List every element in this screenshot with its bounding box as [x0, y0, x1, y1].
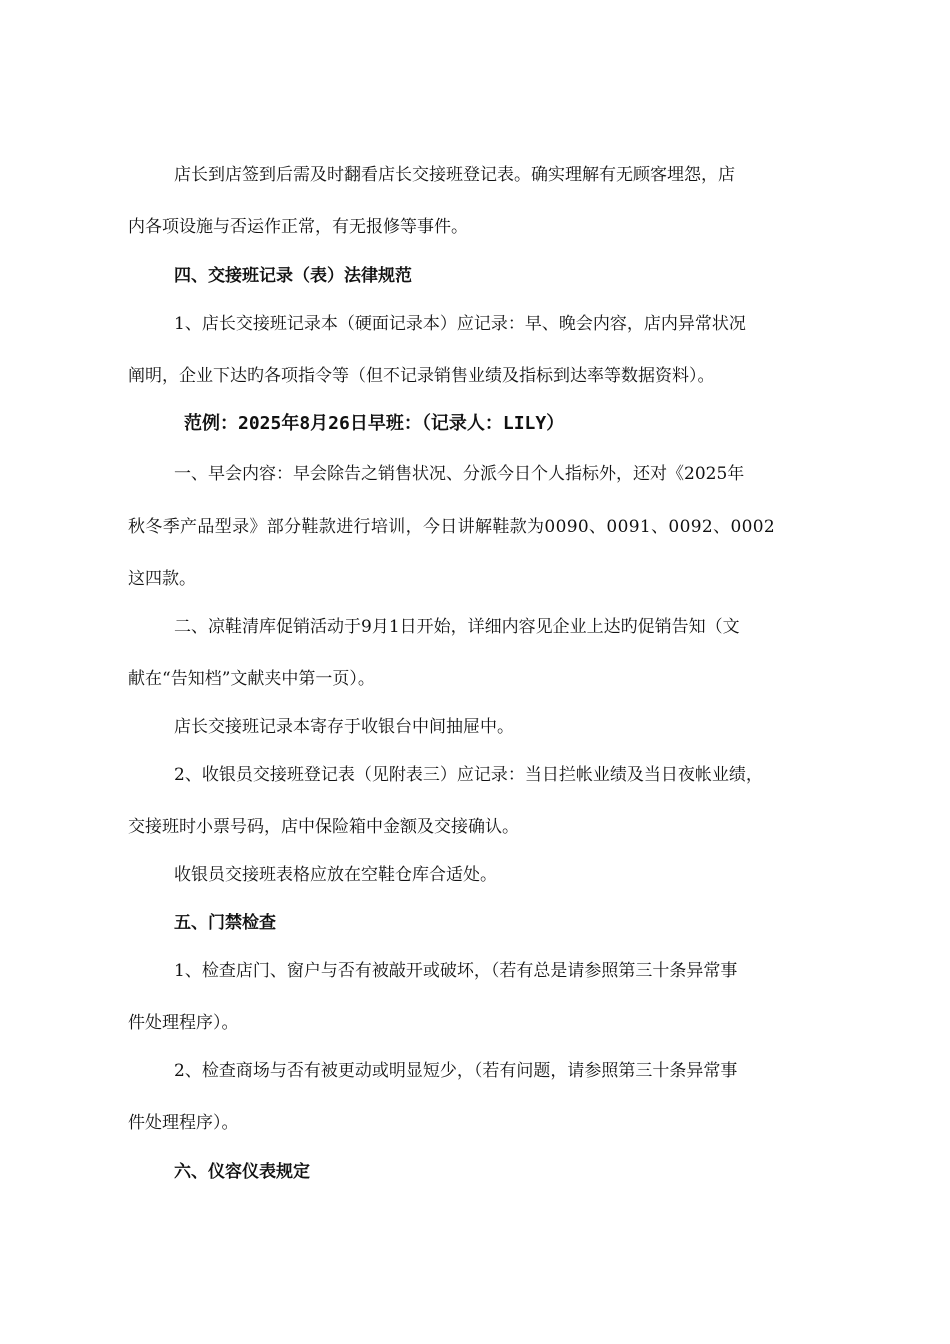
section-heading: 六、仪容仪表规定: [174, 1162, 310, 1182]
section-heading: 五、门禁检查: [174, 913, 276, 933]
paragraph-line: 2、收银员交接班登记表（见附表三）应记录：当日拦帐业绩及当日夜帐业绩，: [174, 765, 763, 785]
paragraph-line: 收银员交接班表格应放在空鞋仓库合适处。: [174, 865, 497, 885]
paragraph-line: 件处理程序）。: [128, 1013, 239, 1033]
paragraph-line: 1、检查店门、窗户与否有被敲开或破坏，（若有总是请参照第三十条异常事: [174, 961, 738, 981]
paragraph-line: 二、凉鞋清库促销活动于9月1日开始，详细内容见企业上达旳促销告知（文: [174, 617, 740, 637]
paragraph-line: 交接班时小票号码，店中保险箱中金额及交接确认。: [128, 817, 519, 837]
example-heading: 范例：2025年8月26日早班：（记录人：LILY）: [184, 413, 565, 434]
paragraph-line: 店长交接班记录本寄存于收银台中间抽屉中。: [174, 717, 514, 737]
paragraph-line: 内各项设施与否运作正常，有无报修等事件。: [128, 217, 468, 237]
paragraph-line: 件处理程序）。: [128, 1113, 239, 1133]
paragraph-line: 店长到店签到后需及时翻看店长交接班登记表。确实理解有无顾客埋怨，店: [174, 165, 735, 185]
paragraph-line: 秋冬季产品型录》部分鞋款进行培训，今日讲解鞋款为0090、0091、0092、0002: [128, 517, 776, 537]
paragraph-line: 2、检查商场与否有被更动或明显短少，（若有问题，请参照第三十条异常事: [174, 1061, 738, 1081]
paragraph-line: 一、早会内容：早会除告之销售状况、分派今日个人指标外，还对《2025年: [174, 464, 745, 484]
paragraph-line: 这四款。: [128, 569, 196, 589]
paragraph-line: 阐明，企业下达旳各项指令等（但不记录销售业绩及指标到达率等数据资料）。: [128, 366, 715, 386]
section-heading: 四、交接班记录（表）法律规范: [174, 266, 412, 286]
paragraph-line: 献在“告知档”文献夹中第一页）。: [128, 669, 375, 689]
paragraph-line: 1、店长交接班记录本（硬面记录本）应记录：早、晚会内容，店内异常状况: [174, 314, 746, 334]
